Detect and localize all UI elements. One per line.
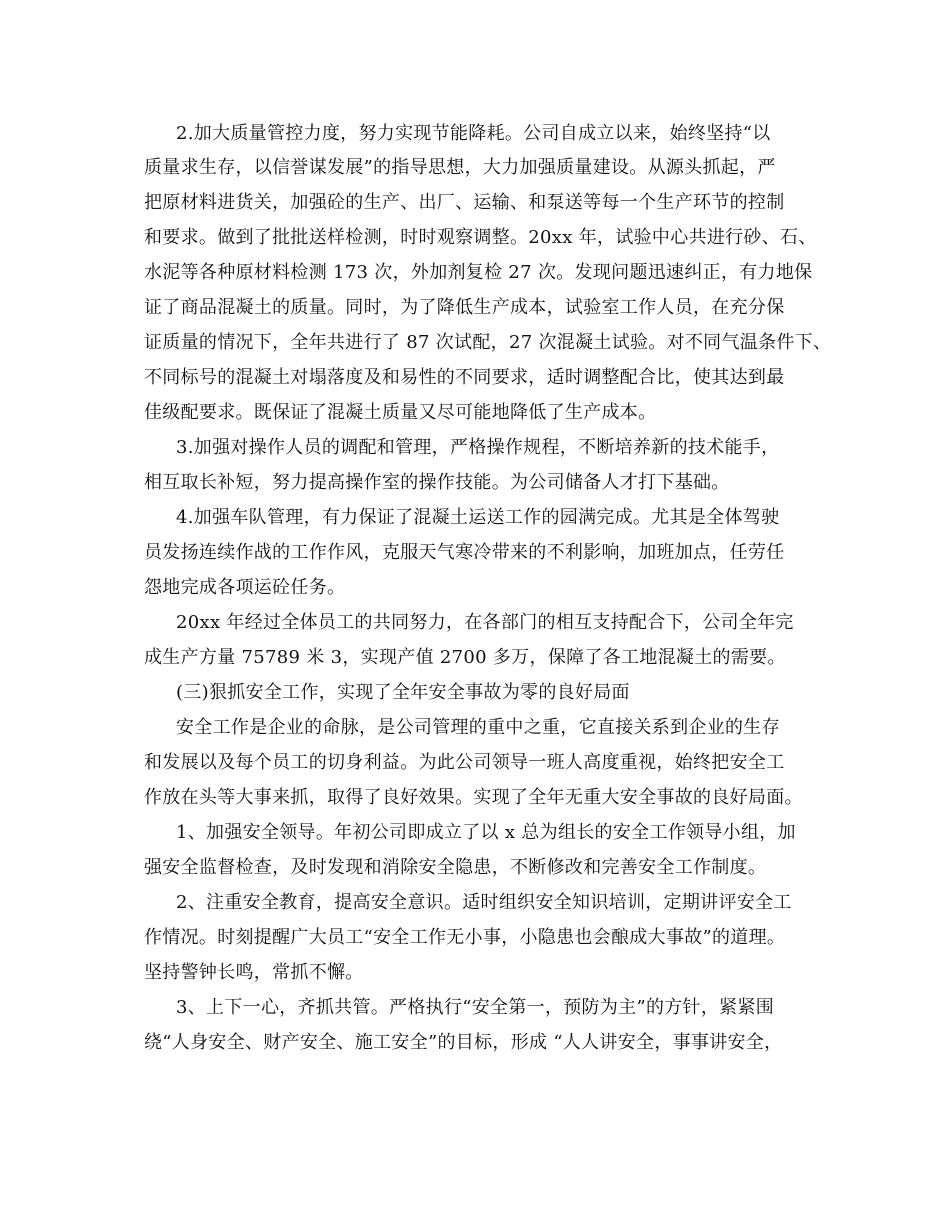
paragraph-line: 安全工作是企业的命脉，是公司管理的重中之重，它直接关系到企业的生存 <box>176 717 780 738</box>
paragraph-line: 坚持警钟长鸣，常抓不懈。 <box>144 962 364 983</box>
paragraph-line: 怨地完成各项运砼任务。 <box>144 577 346 598</box>
paragraph-line: 员发扬连续作战的工作作风，克服天气寒冷带来的不利影响，加班加点，任劳任 <box>144 542 785 563</box>
paragraph-line: 作情况。时刻提醒广大员工“安全工作无小事，小隐患也会酿成大事故”的道理。 <box>144 927 786 948</box>
paragraph-line: 绕“人身安全、财产安全、施工安全”的目标，形成 “人人讲安全，事事讲安全， <box>144 1032 783 1053</box>
paragraph-line: 和发展以及每个员工的切身利益。为此公司领导一班人高度重视，始终把安全工 <box>144 752 785 773</box>
paragraph-line: 4.加强车队管理，有力保证了混凝土运送工作的园满完成。尤其是全体驾驶 <box>176 507 780 528</box>
paragraph-line: 3.加强对操作人员的调配和管理，严格操作规程，不断培养新的技术能手， <box>176 437 780 458</box>
paragraph-line: 3、上下一心，齐抓共管。严格执行“安全第一，预防为主”的方针，紧紧围 <box>176 997 775 1018</box>
paragraph-line: 20xx 年经过全体员工的共同努力，在各部门的相互支持配合下，公司全年完 <box>176 612 794 633</box>
paragraph-line: 和要求。做到了批批送样检测，时时观察调整。20xx 年，试验中心共进行砂、石、 <box>144 227 817 248</box>
paragraph-line: 不同标号的混凝土对塌落度及和易性的不同要求，适时调整配合比，使其达到最 <box>144 367 785 388</box>
paragraph-line: 相互取长补短，努力提高操作室的操作技能。为公司储备人才打下基础。 <box>144 472 730 493</box>
paragraph-line: 水泥等各种原材料检测 173 次，外加剂复检 27 次。发现问题迅速纠正，有力地保 <box>144 262 813 283</box>
paragraph-line: 强安全监督检查，及时发现和消除安全隐患，不断修改和完善安全工作制度。 <box>144 857 767 878</box>
paragraph-line: 佳级配要求。既保证了混凝土质量又尽可能地降低了生产成本。 <box>144 402 657 423</box>
paragraph-line: 成生产方量 75789 米 3，实现产值 2700 多万，保障了各工地混凝土的需要。 <box>144 647 786 668</box>
paragraph-line: 2.加大质量管控力度，努力实现节能降耗。公司自成立以来，始终坚持“以 <box>176 123 771 144</box>
paragraph-line: 证了商品混凝土的质量。同时，为了降低生产成本，试验室工作人员，在充分保 <box>144 297 785 318</box>
paragraph-line: 质量求生存，以信誉谋发展”的指导思想，大力加强质量建设。从源头抓起，严 <box>144 157 776 178</box>
paragraph-line: 把原材料进货关，加强砼的生产、出厂、运输、和泵送等每一个生产环节的控制 <box>144 192 785 213</box>
section-heading: (三)狠抓安全工作，实现了全年安全事故为零的良好局面 <box>176 682 630 703</box>
paragraph-line: 2、注重安全教育，提高安全意识。适时组织安全知识培训，定期讲评安全工 <box>176 892 792 913</box>
paragraph-line: 作放在头等大事来抓，取得了良好效果。实现了全年无重大安全事故的良好局面。 <box>144 787 803 808</box>
paragraph-line: 1、加强安全领导。年初公司即成立了以 x 总为组长的安全工作领导小组，加 <box>176 822 796 843</box>
paragraph-line: 证质量的情况下，全年共进行了 87 次试配，27 次混凝土试验。对不同气温条件下、 <box>144 332 832 353</box>
